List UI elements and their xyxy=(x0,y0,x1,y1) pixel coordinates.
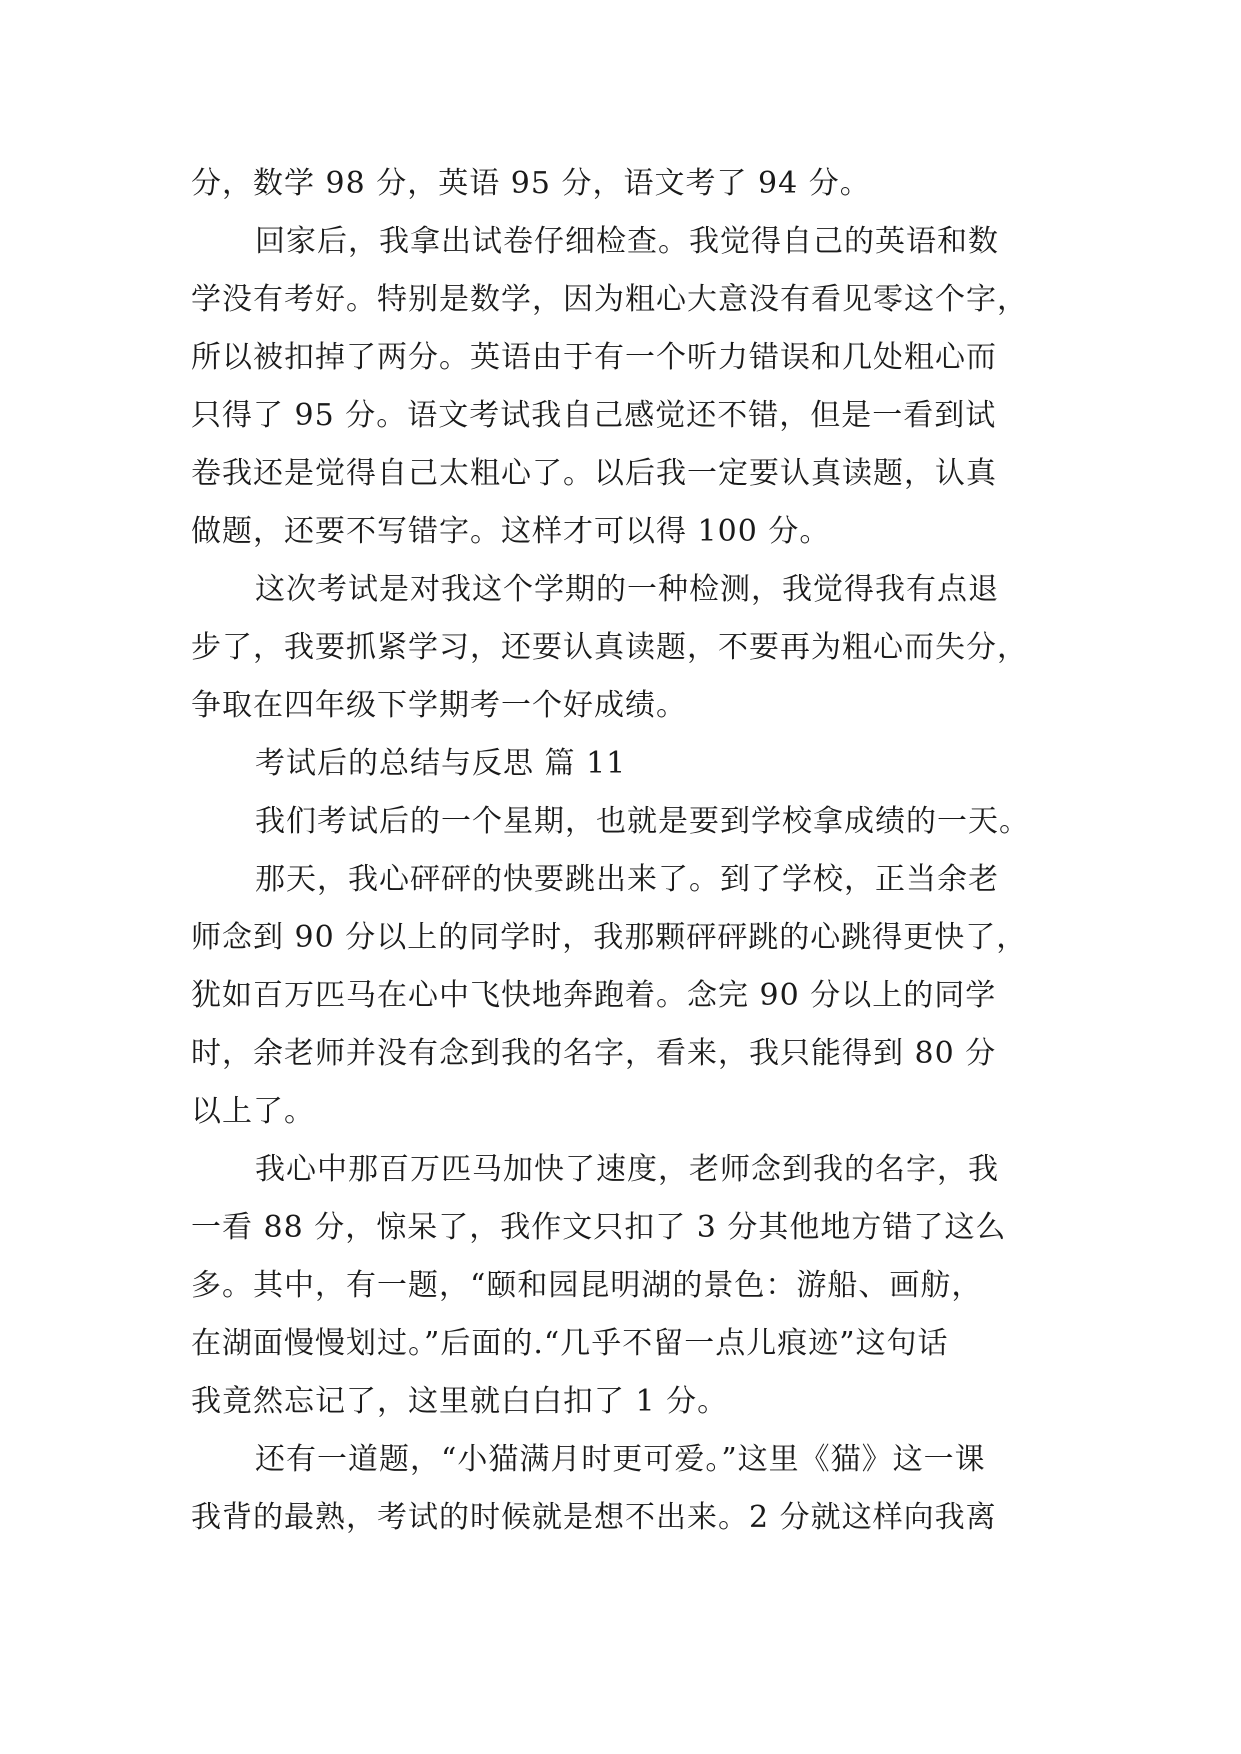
text-line: 犹如百万匹马在心中飞快地奔跑着。念完 90 分以上的同学 xyxy=(191,978,997,1013)
text-line: 学没有考好。特别是数学，因为粗心大意没有看见零这个字， xyxy=(191,282,1028,317)
text-line: 卷我还是觉得自己太粗心了。以后我一定要认真读题，认真 xyxy=(191,456,997,491)
paragraph-start-line: 还有一道题，“小猫满月时更可爱。”这里《猫》这一课 xyxy=(255,1442,986,1477)
text-line: 时，余老师并没有念到我的名字，看来，我只能得到 80 分 xyxy=(191,1036,997,1071)
paragraph-start-line: 我心中那百万匹马加快了速度，老师念到我的名字，我 xyxy=(255,1152,999,1187)
text-line: 争取在四年级下学期考一个好成绩。 xyxy=(191,688,687,723)
text-line: 所以被扣掉了两分。英语由于有一个听力错误和几处粗心而 xyxy=(191,340,997,375)
paragraph-start-line: 回家后，我拿出试卷仔细检查。我觉得自己的英语和数 xyxy=(255,224,999,259)
paragraph-start-line: 我们考试后的一个星期，也就是要到学校拿成绩的一天。 xyxy=(255,804,1030,839)
text-line: 师念到 90 分以上的同学时，我那颗砰砰跳的心跳得更快了， xyxy=(191,920,1028,955)
paragraph-start-line: 那天，我心砰砰的快要跳出来了。到了学校，正当余老 xyxy=(255,862,999,897)
text-line: 我竟然忘记了，这里就白白扣了 1 分。 xyxy=(191,1384,729,1419)
text-line: 以上了。 xyxy=(191,1094,315,1129)
text-line: 在湖面慢慢划过。”后面的.“几乎不留一点儿痕迹”这句话 xyxy=(191,1326,949,1361)
text-line: 分，数学 98 分，英语 95 分，语文考了 94 分。 xyxy=(191,166,871,201)
text-line: 我背的最熟，考试的时候就是想不出来。2 分就这样向我离 xyxy=(191,1500,997,1535)
text-line: 做题，还要不写错字。这样才可以得 100 分。 xyxy=(191,514,831,549)
section-heading: 考试后的总结与反思 篇 11 xyxy=(255,746,627,781)
text-line: 只得了 95 分。语文考试我自己感觉还不错，但是一看到试 xyxy=(191,398,997,433)
text-line: 步了，我要抓紧学习，还要认真读题，不要再为粗心而失分， xyxy=(191,630,1028,665)
text-line: 一看 88 分，惊呆了，我作文只扣了 3 分其他地方错了这么 xyxy=(191,1210,1007,1245)
text-line: 多。其中，有一题，“颐和园昆明湖的景色：游船、画舫， xyxy=(191,1268,983,1303)
paragraph-start-line: 这次考试是对我这个学期的一种检测，我觉得我有点退 xyxy=(255,572,999,607)
